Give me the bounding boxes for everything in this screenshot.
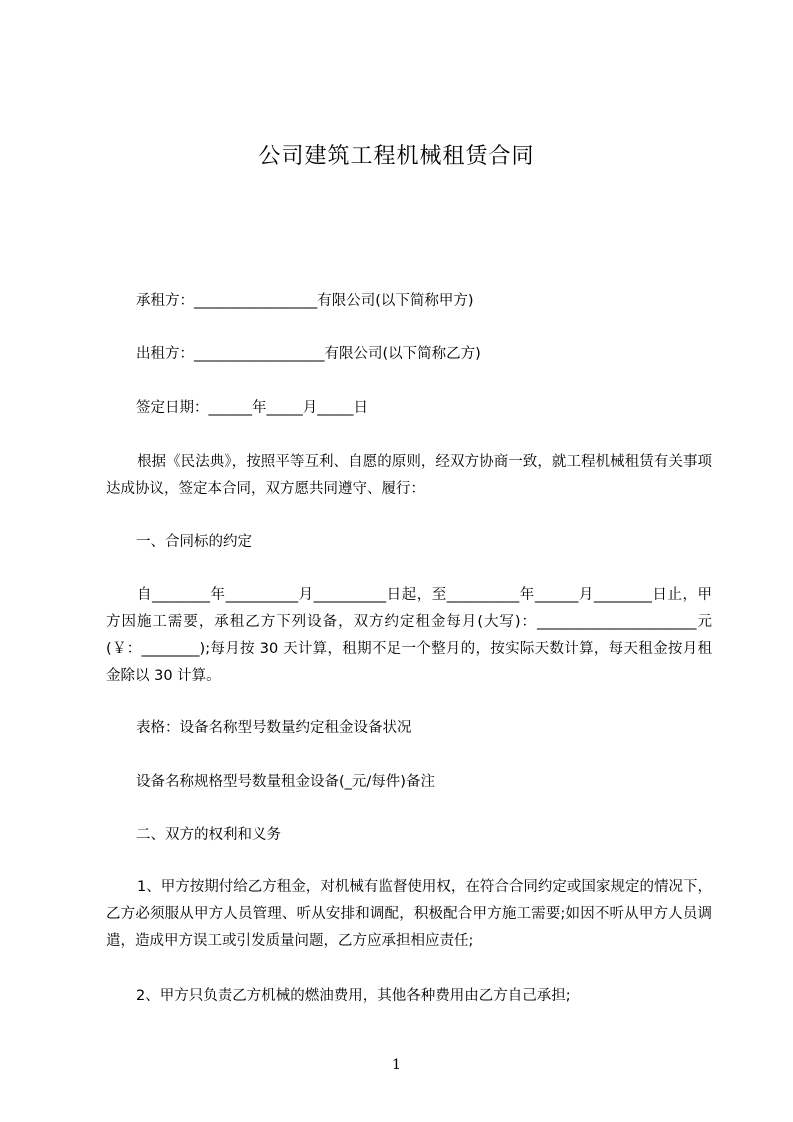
page-number: 1: [392, 1057, 401, 1073]
lessee-line: 承租方：_________________有限公司(以下简称甲方): [136, 293, 474, 309]
section-1-paragraph: 自________年__________月__________日起，至__________年______月________日止，甲方因施工需要，承租乙方下列设备，双方约定租金每月(大写)：______________________元(￥：________);每月按 30 天计算，租期不足一个整月的，按实际天数计算，每天租金按月租金除以 30 计算。: [106, 587, 712, 684]
preamble-paragraph: 根据《民法典》，按照平等互利、自愿的原则，经双方协商一致，就工程机械租赁有关事项达成协议，签定本合同，双方愿共同遵守、履行：: [106, 454, 712, 497]
table-columns-line: 设备名称规格型号数量租金设备(_元/每件)备注: [136, 774, 435, 790]
clause-2-paragraph: 2、甲方只负责乙方机械的燃油费用，其他各种费用由乙方自己承担;: [136, 988, 571, 1004]
section-1-heading: 一、合同标的约定: [136, 534, 252, 550]
section-2-heading: 二、双方的权利和义务: [136, 827, 281, 843]
lessor-line: 出租方：__________________有限公司(以下简称乙方): [136, 346, 481, 362]
signing-date-line: 签定日期：______年_____月_____日: [136, 400, 368, 416]
contract-title: 公司建筑工程机械租赁合同: [258, 144, 535, 169]
table-description-line: 表格：设备名称型号数量约定租金设备状况: [136, 720, 412, 736]
clause-1-paragraph: 1、甲方按期付给乙方租金，对机械有监督使用权，在符合合同约定或国家规定的情况下，乙方必须服从甲方人员管理、听从安排和调配，积极配合甲方施工需要;如因不听从甲方人员调遣，造成甲方误工或引发质量问题，乙方应承担相应责任;: [106, 879, 712, 949]
